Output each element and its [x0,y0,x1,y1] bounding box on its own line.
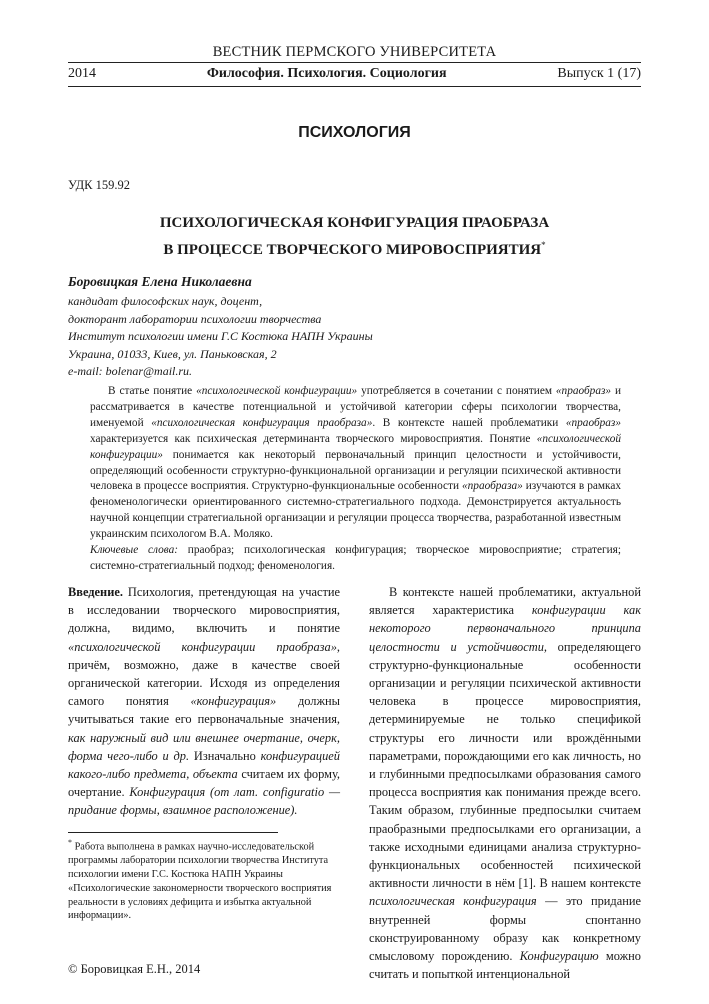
intro-label: Введение. [68,585,123,599]
right-paragraph: В контексте нашей проблематики, актуальной является характеристика конфигурации как некоторого первоначального принципа целостности и устойчивости, определяющего структурно-функциональные особенности организации и регуляции психической активности человека в процессе мировосприятия, детерминируемые не только спецификой структуры его личности или врождёнными параметрами, порождающими его как личность, но и глубинными предпосылками образования самого процесса восприятия как понимания прежде всего. Таким образом, глубинные предпосылки считаем праобразными предпосылками его организации, а также исходными единицами анализа структурно-функциональных особенностей психической активности личности в нём [1]. В нашем контексте психологическая конфигурация — это придание внутренней формы спонтанно сконструированному образу как конкретному смысловому порождению. Конфигурацию можно считать и попыткой интенциональной [369,585,641,982]
intro-paragraph: Введение. Психология, претендующая на участие в исследовании творческого мировосприятия, должна, видимо, включить и понятие «психологической конфигурации праобраза», причём, возможно, даже в качестве своей органической категории. Исходя из определения самого понятия «конфигурация» должны учитываться такие его первоначальные значения, как наружный вид или внешнее очертание, очерк, форма чего-либо и др. Изначально конфигурацией какого-либо предмета, объекта считаем их форму, очертание. Конфигурация (от лат. configuratio — придание формы, взаимное расположение). [68,585,340,818]
footnote-text: Работа выполнена в рамках научно-исследовательской программы лаборатории психологии творчества Института психологии имени Г.С. Костюка НАПН Украины «Психологические закономерности творческого восприятия реальности в условиях дефицита и избытка актуальной информации». [68,841,332,922]
footnote-mark: * [68,838,72,847]
keywords [90,543,621,575]
header-series: Философия. Психология. Социология [206,66,447,81]
header-issue: Выпуск 1 (17) [557,66,641,81]
keywords-text: праобраз; психологическая конфигурация; творческое мировосприятие; стратегия; системно-стратегиальный подход; феноменология. [90,544,621,572]
article-title [68,212,641,261]
header-rule-top [68,62,641,63]
udk-code: УДК 159.92 [68,178,130,192]
author-affiliation [68,293,373,381]
footnote [68,836,340,923]
affil-degree: кандидат философских наук, доцент, [68,294,263,308]
footnote-rule [68,832,278,833]
copyright: © Боровицкая Е.Н., 2014 [68,962,201,976]
running-header [68,66,641,82]
affil-position: докторант лаборатории психологии творчества [68,311,322,326]
title-line-2: В ПРОЦЕССЕ ТВОРЧЕСКОГО МИРОВОСПРИЯТИЯ* [163,240,546,258]
header-year: 2014 [68,66,96,81]
section-title: ПСИХОЛОГИЯ [298,124,411,141]
title-line-1: ПСИХОЛОГИЧЕСКАЯ КОНФИГУРАЦИЯ ПРАОБРАЗА [159,215,550,231]
abstract-text: В статье понятие «психологической конфигурации» употребляется в сочетании с понятием «праобраз» и рассматривается в качестве потенциальной и устойчивой категории сферы психологии творчества, именуемой «психологическая конфигурация праобраза». В контексте нашей проблематики «праобраз» характеризуется как психическая детерминанта творческого мировосприятия. Понятие «психологической конфигурации» понимается как некоторый первоначальный принцип целостности и устойчивости, определяющий особенности структурно-функциональной организации и регуляции психической активности человека в процессе восприятия. Структурно-функциональные особенности «праобраза» изучаются в рамках феноменологически ориентированного системно-стратегиального подхода. Демонстрируется актуальность научной концепции стратегиальной организации и регуляции процесса творчества, разработанной известным украинским психологом В.А. Моляко. [90,385,621,541]
keywords-label: Ключевые слова: [90,544,178,557]
body-column-right [369,583,641,983]
body-column-left [68,583,340,820]
journal-name: ВЕСТНИК ПЕРМСКОГО УНИВЕРСИТЕТА [212,44,497,60]
abstract [90,384,621,575]
affil-address: Украина, 01033, Киев, ул. Паньковская, 2 [68,346,277,361]
affil-email: e-mail: bolenar@mail.ru. [68,364,193,378]
author-name: Боровицкая Елена Николаевна [68,274,252,289]
title-footnote-mark: * [541,240,546,250]
header-rule-bottom [68,86,641,87]
affil-institute: Институт психологии имени Г.С Костюка НАПН Украины [68,329,373,343]
